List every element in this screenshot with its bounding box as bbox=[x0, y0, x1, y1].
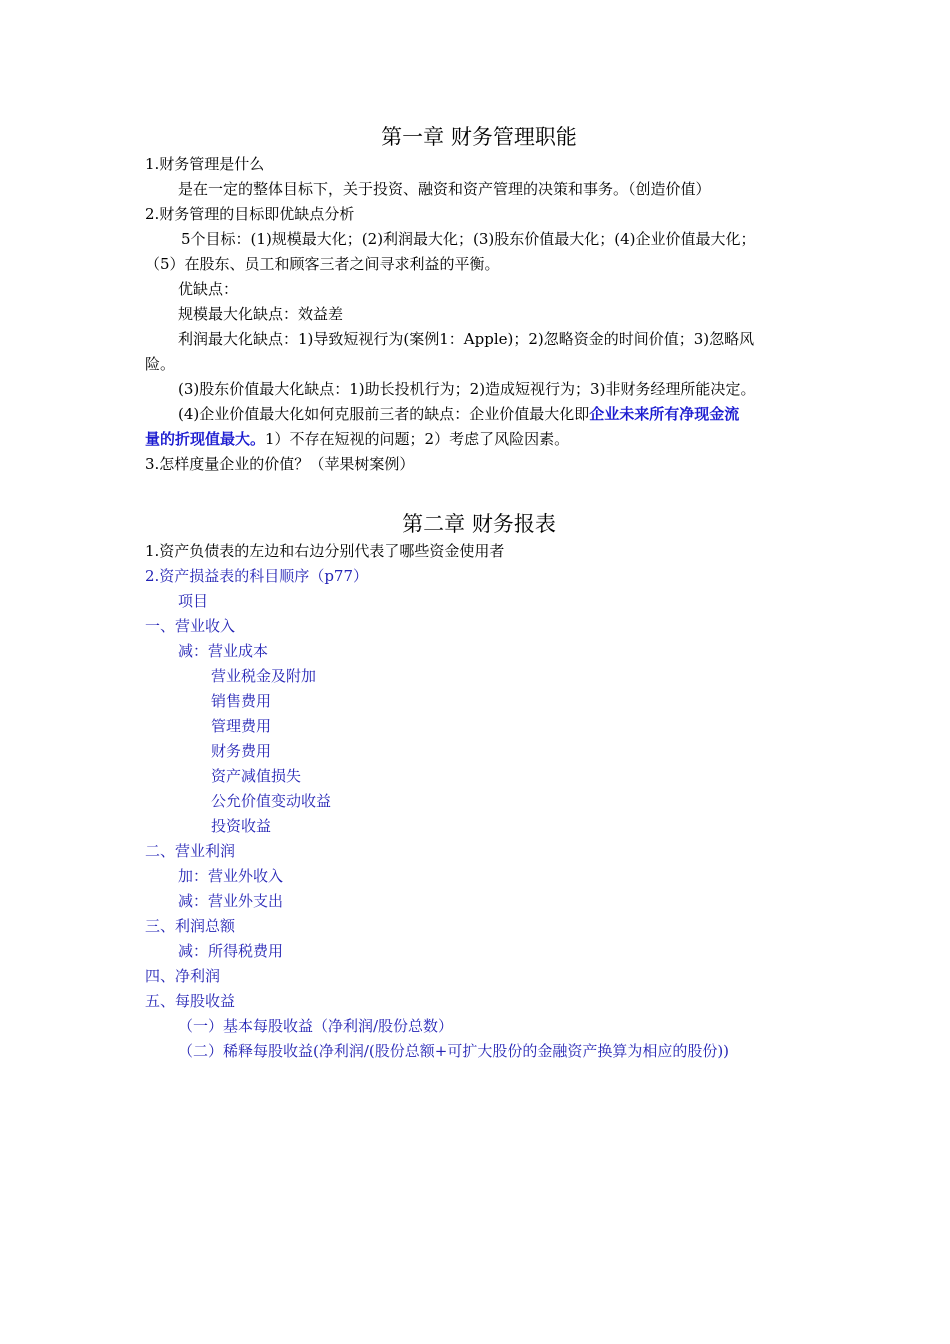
income-finance-expense: 财务费用 bbox=[211, 742, 272, 760]
profit-maximization-con-line-2: 险。 bbox=[145, 355, 176, 373]
income-tax-surcharge: 营业税金及附加 bbox=[211, 667, 317, 685]
income-basic-eps: （一）基本每股收益（净利润/股份总数） bbox=[178, 1017, 454, 1035]
goals-line-1: 5个目标：(1)规模最大化；(2)利润最大化；(3)股东价值最大化；(4)企业价值最大化； bbox=[181, 230, 756, 248]
income-less-income-tax: 减：所得税费用 bbox=[178, 942, 284, 960]
chapter1-question-3: 3.怎样度量企业的价值？（苹果树案例） bbox=[145, 455, 415, 473]
income-admin-expense: 管理费用 bbox=[211, 717, 272, 735]
enterprise-value-highlight-2: 量的折现值最大。 bbox=[145, 430, 266, 448]
enterprise-value-line-1 bbox=[145, 402, 813, 427]
enterprise-value-benefits: 1）不存在短视的问题；2）考虑了风险因素。 bbox=[265, 430, 570, 448]
income-sales-expense: 销售费用 bbox=[211, 692, 272, 710]
chapter1-title: 第一章 财务管理职能 bbox=[381, 125, 577, 149]
income-total-profit: 三、利润总额 bbox=[145, 917, 236, 935]
income-eps: 五、每股收益 bbox=[145, 992, 236, 1010]
income-revenue: 一、营业收入 bbox=[145, 617, 236, 635]
chapter1-question-2: 2.财务管理的目标即优缺点分析 bbox=[145, 205, 355, 223]
income-impairment-loss: 资产减值损失 bbox=[211, 767, 302, 785]
income-net-profit: 四、净利润 bbox=[145, 967, 221, 985]
pros-cons-label: 优缺点： bbox=[178, 280, 239, 298]
enterprise-value-text: (4)企业价值最大化如何克服前三者的缺点：企业价值最大化即 bbox=[178, 405, 590, 423]
shareholder-value-con: (3)股东价值最大化缺点：1)助长投机行为；2)造成短视行为；3)非财务经理所能决定。 bbox=[178, 380, 756, 398]
profit-maximization-con-line-1: 利润最大化缺点：1)导致短视行为(案例1：Apple)；2)忽略资金的时间价值；3)忽略风 bbox=[178, 330, 755, 348]
goals-line-2: （5）在股东、员工和顾客三者之间寻求利益的平衡。 bbox=[145, 255, 500, 273]
chapter1-answer-1: 是在一定的整体目标下，关于投资、融资和资产管理的决策和事务。（创造价值） bbox=[178, 180, 711, 198]
income-less-nonoperating-expense: 减：营业外支出 bbox=[178, 892, 284, 910]
income-items-label: 项目 bbox=[178, 592, 209, 610]
chapter2-title: 第二章 财务报表 bbox=[402, 512, 556, 536]
income-add-nonoperating-income: 加：营业外收入 bbox=[178, 867, 284, 885]
chapter2-question-1: 1.资产负债表的左边和右边分别代表了哪些资金使用者 bbox=[145, 542, 505, 560]
enterprise-value-highlight-1: 企业未来所有净现金流 bbox=[589, 405, 740, 423]
income-less-cost: 减：营业成本 bbox=[178, 642, 269, 660]
enterprise-value-line-2 bbox=[145, 427, 813, 452]
income-operating-profit: 二、营业利润 bbox=[145, 842, 236, 860]
income-investment-income: 投资收益 bbox=[211, 817, 272, 835]
chapter-spacer bbox=[145, 477, 813, 509]
income-fair-value-gain: 公允价值变动收益 bbox=[211, 792, 332, 810]
chapter1-question-1: 1.财务管理是什么 bbox=[145, 155, 265, 173]
chapter2-question-2: 2.资产损益表的科目顺序（p77） bbox=[145, 567, 369, 585]
document-body bbox=[145, 122, 813, 1064]
income-diluted-eps: （二）稀释每股收益(净利润/(股份总额+可扩大股份的金融资产换算为相应的股份)) bbox=[178, 1042, 730, 1060]
scale-maximization-con: 规模最大化缺点：效益差 bbox=[178, 305, 344, 323]
